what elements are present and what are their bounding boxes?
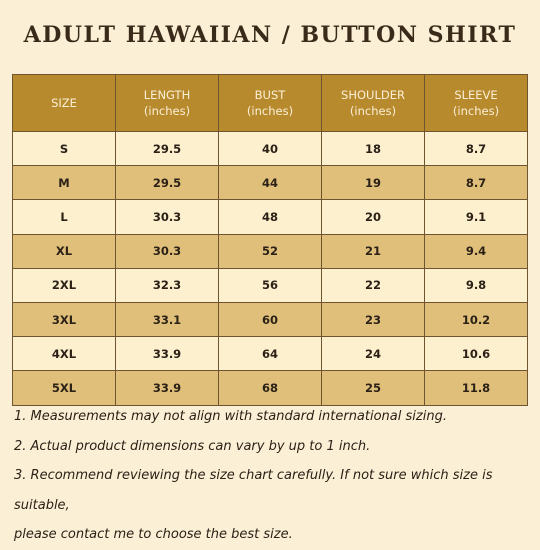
cell-bust: 40 <box>219 132 322 166</box>
header-unit: (inches) <box>452 104 500 118</box>
header-unit: (inches) <box>349 104 397 118</box>
cell-size: 3XL <box>13 302 116 336</box>
table-row <box>13 166 528 200</box>
note-line: please contact me to choose the best size. <box>14 527 293 542</box>
note-line: 3. Recommend reviewing the size chart carefully. If not sure which size is suitable, <box>14 468 493 513</box>
cell-sleeve: 9.8 <box>425 268 528 302</box>
header-label: LENGTH <box>143 88 191 102</box>
cell-length: 33.9 <box>116 337 219 371</box>
cell-length: 33.9 <box>116 371 219 405</box>
page-title: ADULT HAWAIIAN / BUTTON SHIRT <box>23 22 517 48</box>
cell-shoulder: 20 <box>322 200 425 234</box>
table-row <box>13 337 528 371</box>
cell-size: XL <box>13 234 116 268</box>
cell-shoulder: 23 <box>322 302 425 336</box>
cell-length: 30.3 <box>116 200 219 234</box>
cell-bust: 64 <box>219 337 322 371</box>
note-line: 1. Measurements may not align with standard international sizing. <box>14 409 447 424</box>
header-bust <box>219 75 322 132</box>
header-sleeve <box>425 75 528 132</box>
cell-size: 5XL <box>13 371 116 405</box>
cell-sleeve: 11.8 <box>425 371 528 405</box>
header-unit: (inches) <box>143 104 191 118</box>
cell-size: 4XL <box>13 337 116 371</box>
header-label: BUST <box>254 88 286 102</box>
header-unit: (inches) <box>246 104 294 118</box>
cell-size: L <box>13 200 116 234</box>
cell-sleeve: 10.6 <box>425 337 528 371</box>
cell-bust: 52 <box>219 234 322 268</box>
cell-sleeve: 10.2 <box>425 302 528 336</box>
header-length <box>116 75 219 132</box>
table-header-row <box>13 75 528 132</box>
header-shoulder <box>322 75 425 132</box>
header-label: SLEEVE <box>454 88 498 102</box>
cell-shoulder: 18 <box>322 132 425 166</box>
table-row <box>13 234 528 268</box>
header-size <box>13 75 116 132</box>
cell-bust: 68 <box>219 371 322 405</box>
cell-shoulder: 24 <box>322 337 425 371</box>
cell-sleeve: 8.7 <box>425 132 528 166</box>
cell-length: 33.1 <box>116 302 219 336</box>
table-row <box>13 200 528 234</box>
header-label: SHOULDER <box>341 88 405 102</box>
notes-section <box>14 402 534 550</box>
note-line: 2. Actual product dimensions can vary by up to 1 inch. <box>14 438 371 454</box>
cell-size: 2XL <box>13 268 116 302</box>
cell-bust: 60 <box>219 302 322 336</box>
cell-length: 29.5 <box>116 166 219 200</box>
cell-shoulder: 22 <box>322 268 425 302</box>
cell-length: 32.3 <box>116 268 219 302</box>
cell-length: 29.5 <box>116 132 219 166</box>
cell-sleeve: 8.7 <box>425 166 528 200</box>
cell-size: S <box>13 132 116 166</box>
table-row <box>13 371 528 405</box>
cell-sleeve: 9.1 <box>425 200 528 234</box>
size-chart-table <box>12 74 528 406</box>
cell-length: 30.3 <box>116 234 219 268</box>
cell-shoulder: 25 <box>322 371 425 405</box>
header-label: SIZE <box>51 96 77 110</box>
cell-shoulder: 21 <box>322 234 425 268</box>
cell-bust: 56 <box>219 268 322 302</box>
table-row <box>13 302 528 336</box>
table-row <box>13 268 528 302</box>
cell-sleeve: 9.4 <box>425 234 528 268</box>
cell-bust: 44 <box>219 166 322 200</box>
cell-size: M <box>13 166 116 200</box>
table-row <box>13 132 528 166</box>
cell-bust: 48 <box>219 200 322 234</box>
cell-shoulder: 19 <box>322 166 425 200</box>
